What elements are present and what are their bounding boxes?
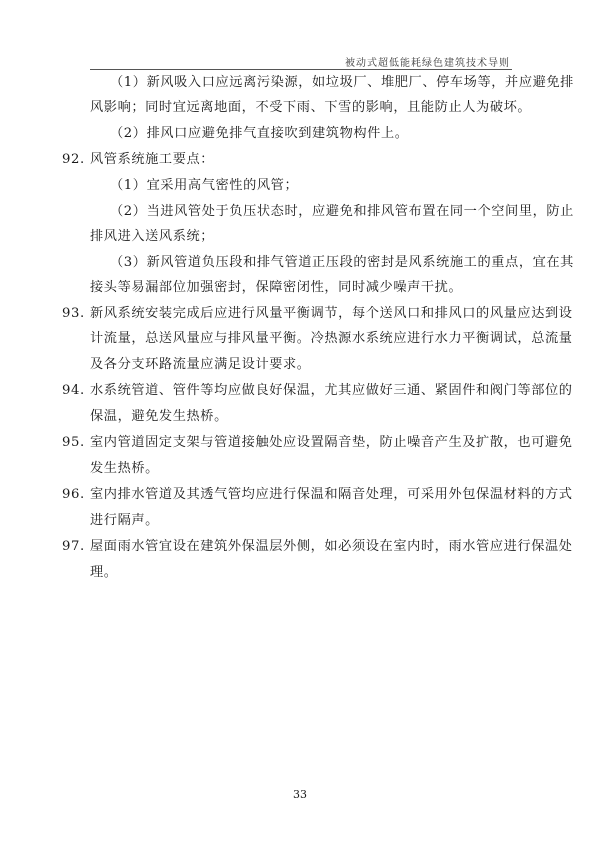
paragraph-line: 保温，避免发生热桥。 [90,409,228,424]
paragraph-line: （1）新风吸入口应远离污染源，如垃圾厂、堆肥厂、停车场等，并应避免排 [110,75,574,90]
paragraph-line: 发生热桥。 [90,461,159,476]
paragraph-line: 排风进入送风系统； [90,229,215,244]
clause-text: 室内排水管道及其透气管均应进行保温和隔音处理，可采用外包保温材料的方式 [90,487,573,502]
paragraph-line: 进行隔声。 [90,513,159,528]
clause-number: 95. [62,435,85,450]
clause-92 [62,152,214,168]
clause-text: 水系统管道、管件等均应做良好保温，尤其应做好三通、紧固件和阀门等部位的 [90,383,573,398]
clause-96 [62,487,573,503]
clause-number: 93. [62,306,85,321]
paragraph-line: （2）当进风管处于负压状态时，应避免和排风管布置在同一个空间里，防止 [110,204,574,219]
paragraph-line: （2）排风口应避免排气直接吹到建筑物构件上。 [110,126,409,141]
clause-text: 室内管道固定支架与管道接触处应设置隔音垫，防止噪音产生及扩散，也可避免 [90,435,573,450]
running-header-title: 被动式超低能耗绿色建筑技术导则 [345,58,510,69]
clause-number: 96. [62,487,85,502]
clause-95 [62,435,573,451]
paragraph-line: 计流量，总送风量应与排风量平衡。冷热源水系统应进行水力平衡调试，总流量 [90,331,573,346]
clause-text: 新风系统安装完成后应进行风量平衡调节，每个送风口和排风口的风量应达到设 [90,306,573,321]
header-divider [90,69,512,70]
paragraph-line: 风影响；同时宜远离地面，不受下雨、下雪的影响，且能防止人为破坏。 [90,100,532,115]
paragraph-line: （1）宜采用高气密性的风管； [110,178,299,193]
paragraph-line: 接头等易漏部位加强密封，保障密闭性，同时减少噪声干扰。 [90,280,463,295]
clause-text: 风管系统施工要点： [90,152,215,167]
page-number: 33 [293,788,307,801]
clause-93 [62,306,573,322]
clause-number: 97. [62,539,85,554]
paragraph-line: 理。 [90,565,118,580]
clause-text: 屋面雨水管宜设在建筑外保温层外侧，如必须设在室内时，雨水管应进行保温处 [90,539,573,554]
clause-97 [62,539,573,555]
clause-number: 94. [62,383,85,398]
clause-94 [62,383,573,399]
paragraph-line: 及各分支环路流量应满足设计要求。 [90,357,311,372]
clause-number: 92. [62,152,85,167]
paragraph-line: （3）新风管道负压段和排气管道正压段的密封是风系统施工的重点，宜在其 [110,255,574,270]
